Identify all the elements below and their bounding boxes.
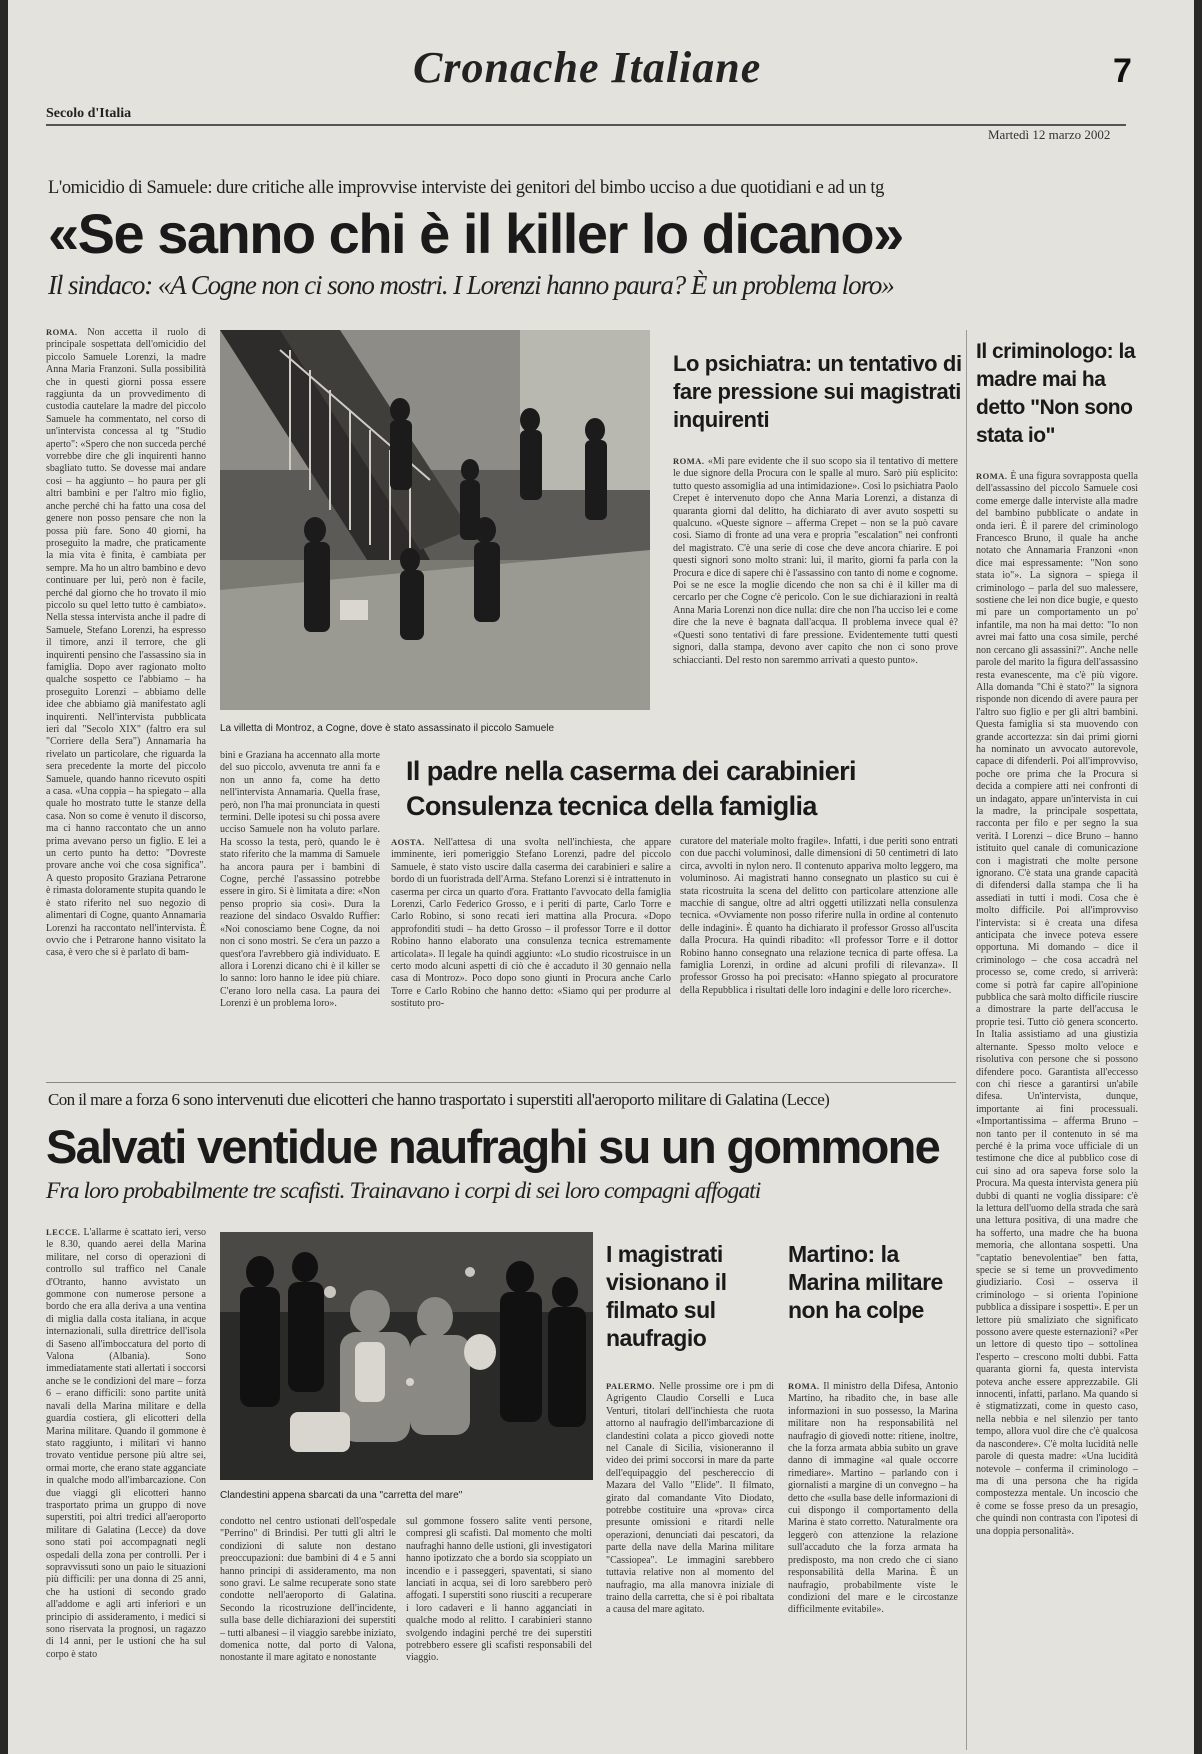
- story2-body-1: L'allarme è scattato ieri, verso le 8.30, quando aerei della Marina militare, nel corso di operazioni di controllo sul traffico nel Canale d'Otranto, hanno avvistato un gommone con numerose persone a bordo che era alla deriva a una ventina di miglia dalla costa italiana, in acque internazionali, sulla direttrice dell'isola di Saseno all'imboccatura del porto di Valona (Albania). Sono immediatamente stati allertati i soccorsi anche se le condizioni del mare – forza 6 – erano difficili: sono partite unità navali della Marina militare e della guardia costiera, gli elicotteri della Marina militare. Quando il gommone è stato raggiunto, i militari vi hanno trovato ventidue persone più altre sei, ormai morte, che erano state agganciate in qualche modo all'imbarcazione. Con due viaggi gli elicotteri hanno trasportato prima un gruppo di nove superstiti, poi altri tredici all'aeroporto militare di Galatina (Lecce) da dove sono stati poi accompagnati negli ospedali della zona per controlli. Per i sopravvissuti sono un paio le situazioni più difficili: per una donna di 25 anni, che ha ustioni di secondo grado all'addome e agli arti inferiori e un principio di assideramento, i medici si sono riservata la prognosi, un ragazzo di 14 anni, per le ustioni che ha sul corpo è stato: [46, 1227, 206, 1660]
- story1-dateline: ROMA.: [46, 327, 78, 337]
- magistrati-dateline: PALERMO.: [606, 1381, 655, 1391]
- magistrati-headline: I magistrati visionano il filmato sul naufragio: [606, 1241, 727, 1351]
- issue-date: Martedì 12 marzo 2002: [988, 127, 1111, 142]
- story2-body-2: condotto nel centro ustionati dell'ospedale "Perrino" di Brindisi. Per tutti gli altri le condizioni di salute non destano preoccupazioni: due bambini di 4 e 5 anni hanno principi di assideramento, ma non sono gravi. Le salme recuperate sono state condotte nell'aeroporto di Galatina. Secondo la ricostruzione dell'incidente, sulla base delle dichiarazioni dei superstiti – tutti albanesi – il viaggio sarebbe iniziato, domenica notte, dal porto di Valona, nonostante il mare agitato e nonostante: [220, 1516, 396, 1664]
- story1-column-1: [46, 326, 206, 1036]
- psichiatra-text: «Mi pare evidente che il suo scopo sia il tentativo di mettere le due signore della Procura con le spalle al muro. Sarò più esplicito: tutto questo assomiglia ad una intimidazione». Così lo psichiatra Paolo Crepet è intervenuto dopo che Anna Maria Lorenzi, a distanza di quaranta giorni dal delitto, ha dichiarato di aver avuto sospetti su qualcuno. «Queste signore – afferma Crepet – non se la può cavare così. Siamo di fronte ad una vera e propria "escalation" nei confronti del magistrato. C'è una serie di cose che deve ancora chiarire. E poi questi signori sono molto strani: lui, il marito, giorni fa parla con la Procura e dice di sapere chi è l'assassino con tanto di nome e cognome. Poi se ne esce la moglie dicendo che non sa chi è il killer ma di cercarlo per che Cogne c'è pericolo. Con le sue dichiarazioni in realtà Anna Maria Lorenzi non dice nulla: dire che non l'ha ucciso lei e come dire che la neve è bagnata dall'acqua. Il problema invece qual è? «Questi sono tentativi di fare pressione. Evidentemente tutti questi signori, dalla stampa, devono aver capito che non ci sono prove schiaccianti. Del resto non saremmo arrivati a questo punto».: [673, 456, 958, 666]
- story2-column-2: [220, 1516, 396, 1746]
- psichiatra-dateline: ROMA.: [673, 456, 705, 466]
- magistrati-body: [606, 1380, 774, 1746]
- section-header: [8, 0, 1194, 145]
- martino-headline: Martino: la Marina militare non ha colpe: [788, 1241, 943, 1323]
- story1-body-2: bini e Graziana ha accennato alla morte del suo piccolo, avvenuta tre anni fa e non un anno fa, come ha detto nell'intervista Annamaria. Quella frase, però, non l'ha mai pronunciata in questi termini. Delle ipotesi su chi possa avere ucciso Samuele non ha voluto parlare. Ha scosso la testa, però, quando le è stato riferito che la mamma di Samuele ha ancora paura per i bambini di Cogne, perché l'assassino potrebbe essere in giro. Si è limitata a dire: «Non penso proprio sia così». Dura la reazione del sindaco Osvaldo Ruffier: «Noi conosciamo bene Cogne, da noi non ci sono mostri. Se c'era un pazzo a quest'ora l'avrebbero già individuato. E allora i Lorenzi dicano chi è il killer se lo sanno: loro hanno le idee più chiare. C'erano loro nella casa. La paura dei Lorenzi è un problema loro».: [220, 750, 380, 1010]
- story2-subhead: Fra loro probabilmente tre scafisti. Trainavano i corpi di sei loro compagni affogati: [46, 1178, 761, 1204]
- padre-dateline: AOSTA.: [391, 837, 425, 847]
- section-title: Cronache Italiane: [413, 43, 762, 92]
- villa-scene-illustration: [220, 330, 650, 710]
- criminologo-text: È una figura sovrapposta quella dell'assassino del piccolo Samuele così come emerge dalle interviste alla madre del bambino pubblicate o andate in onda ieri. È il parere del criminologo Francesco Bruno, il quale ha anche notato che Annamaria Franzoni «non dice mai espressamente: "Non sono stata io"». La signora – spiega il criminologo – parla del suo malessere, sostiene che lei non dice bugie, e questo mi pare un comportamento un po' infantile, ma non ha mai detto: "Io non avrei mai fatto una cosa simile, perché non cercano gli assassini?". Anche nelle parole del marito la figura dell'assassino resta evanescente, ma c'è più vigore. Alla domanda "Chi è stato?" la signora risponde non dicendo di avere paura per l'altro suo figlio e per gli altri bambini. Questa famiglia si sta muovendo con grande accortezza: sin dai primi giorni ha nominato un avvocato autorevole, capace di difenderli. Poi all'improvviso, poche ore prima che la Procura si decida a compiere atti nei confronti di un indagato, appare un'intervista in cui la madre, la principale sospettata, racconta per filo e per segno la sua verità. I Lorenzi – dice Bruno – hanno istituito quel canale di comunicazione con i magistrati che molte persone ignorano. C'è stata una grande capacità di difendersi dalla stampa che li ha assediati in tutti i modi. Cosa che è molto difficile. Poi all'improvviso l'intervista: si è creata una difesa anticipata che invece poteva essere opportuna. Mi domando – dice il criminologo – che cosa accadrà nel processo se, come credo, si arriverà: come si potrà far capire all'opinione pubblica che sarà molto difficile riuscire a dimostrare la parte dell'accusa le proprie tesi. Tutto ciò genera sconcerto. In Italia assistiamo ad una giustizia alternante. Spesso molto veloce e risolutiva con persone che si possono difendere poco. Garantista all'eccesso con chi riesce a garantirsi un'abile difesa. Un'intervista, dunque, importante ai fini processuali. «Importantissima – afferma Bruno – non tanto per il contenuto in sé ma perché è la prima voce ufficiale di un testimone che dice al pubblico cose di cui sino ad ora sapeva forse solo la Procura. Ma questa intervista genera più dubbi di quanti ne voglia dissipare: c'è la lettura dell'uomo della strada che sarà una lettura positiva, di una madre che ha sofferto, una madre che ha buona memoria, che allontana sospetti. Una "captatio benevolentiae" ben fatta, specie se si teme un provvedimento giudiziario. Così – osserva il criminologo – si orienta l'opinione pubblica a dissipare i sospetti». E per un lettore più smaliziato che significato possono avere queste esternazioni? «Per un lettore di questo tipo – sottolinea l'esperto – crescono molti dubbi. Fatta quaranta giorni fa, questa intervista poteva anche essere apprezzabile. Gli innocenti, infatti, parlano. Ma quando si è stigmatizzati, come in questo caso, nella nebbia e nel silenzio per tanto tempo, allora vuol dire che c'è qualcosa da nascondere». C'è molta lucidità nelle parole di questa madre: «Una lucidità notevole – conferma il criminologo – ma di una persona che ha rigida compostezza mentale. Un incoscio che è come se fosse preso da un presagio, che quindi non contrasta con l'ipotesi di una doppia personalità».: [976, 471, 1138, 1537]
- story1-body-1: Non accetta il ruolo di principale sospettata dell'omicidio del piccolo Samuele Lorenzi, la madre Anna Maria Franzoni. Sulla possibilità che in questi giorni possa essere raggiunta da un provvedimento di custodia cautelare la madre del piccolo Samuele ha commentato, nel corso di un'intervista concessa al tg "Studio aperto": «Spero che non succeda perché vorrebbe dire che gli inquirenti hanno sbagliato tutto. Se dovesse mai andare così – ha aggiunto – ho paura per gli altri bambini e per l'altro mio figlio, anche perché chi ha fatto una cosa del genere non posso pensare che non la possa più fare. Sono 40 giorni, ha proseguito la madre, che praticamente la mia vita è finita, è cambiata per sempre. Ma ho un altro bambino e devo continuare per lui, però non è facile, perché dal giorno che ho trovato il mio piccolo su quel letto tutto è cambiato». Nella stessa intervista anche il padre di Samuele, Stefano Lorenzi, ha espresso il timore, anzi il terrore, che gli inquirenti pensino che l'assassino sia in famiglia. Dopo aver ragionato molto qualche sospetto ce l'abbiamo – ha proseguito Lorenzi – abbiamo delle idee che abbiamo già manifestato agli inquirenti. Nell'intervista pubblicata ieri dal "Secolo XIX" (faltro era sul "Corriere della Sera") Annamaria ha rivelato un particolare, che riguarda la sera precedente la morte del piccolo Samuele, quando hanno ricevuto ospiti a casa. «Una coppia – ha spiegato – alla quale ho mostrato tutte le stanze della casa. Non so come è venuto il discorso, ma ci hanno raccontato che un anno prima avevano perso un figlio. E lei a un certo punto ha detto: "Dovreste provare anche voi che cosa significa". A questo proposito Graziana Petrarone è rimasta doloramente stupita quando le è stato riferito nel suo negozio di alimentari di Cogne, quanto Annamaria Lorenzi ha raccontato nell'intervista. È ovvio che i Petrarone hanno visitato la casa, è vero che si è parlato di bam-: [46, 327, 206, 959]
- story2-top-rule: [46, 1082, 956, 1083]
- villa-photo: [220, 330, 650, 710]
- psichiatra-body: [673, 455, 958, 767]
- newspaper-page: [8, 0, 1194, 1754]
- padre-column-1: [391, 836, 671, 1036]
- page-number: 7: [1113, 52, 1132, 90]
- padre-headline-line1: Il padre nella caserma dei carabinieri: [406, 756, 856, 786]
- story2-column-3: [406, 1516, 592, 1746]
- story2-dateline: LECCE.: [46, 1227, 81, 1237]
- criminologo-headline: Il criminologo: la madre mai ha detto "Non sono stata io": [976, 340, 1136, 447]
- padre-body-1: Nell'attesa di una svolta nell'inchiesta, che appare imminente, ieri pomeriggio Stefano Lorenzi, padre del piccolo Samuele, è stato visto uscire dalla caserma dei carabinieri e salire a bordo di un fuoristrada dell'Arma. Stefano Lorenzi si è intrattenuto in caserma per circa un quarto d'ora. Frattanto l'avvocato della famiglia Lorenzi, Carlo Federico Grosso, e i periti di parte, Carlo Torre e Carlo Robino, si sono recati ieri mattina alla Procura. «Dopo approfonditi studi – ha detto Grosso – il professor Torre e il dottor Robino hanno elaborato una consulenza tecnica estremamente articolata». Il legale ha quindi aggiunto: «Lo studio ricostruisce in un certo modo alcuni aspetti di ciò che è accaduto il 30 gennaio nella casa di Montroz». Poco dopo sono giunti in Procura anche Carlo Torre e Carlo Robino che hanno detto: «Siamo qui per produrre al sostituto pro-: [391, 837, 671, 1010]
- story1-kicker: L'omicidio di Samuele: dure critiche alle improvvise interviste dei genitori del bimbo ucciso a due quotidiani e ad un tg: [48, 178, 885, 198]
- migrants-photo: [220, 1232, 593, 1480]
- migrants-scene-illustration: [220, 1232, 593, 1480]
- martino-dateline: ROMA.: [788, 1381, 820, 1391]
- padre-body-2: curatore del materiale molto fragile». Infatti, i due periti sono entrati con due pacchi voluminosi, dalle dimensioni di 50 centimetri di lato circa, avvolti in nylon nero. Il contenuto appariva molto leggero, ma voluminoso. Ai magistrati hanno consegnato un plastico su cui è stata ricostruita la scena del delitto con particolare attenzione alle macchie di sangue, oltre ad altri oggetti utilizzati nella consulenza tecnica. «Ovviamente non posso riferire nulla in ordine al contenuto delle indagini». È quanto ha dichiarato il professor Grosso all'uscita dalla Procura. Ha quindi ribadito: «Il professor Torre e il dottor Robino hanno consegnato una relazione tecnica di parte offesa. La famiglia Lorenzi, in ordine ad alcuni profili di rilevanza». Il professor Grosso ha poi precisato: «Hanno spiegato al procuratore della Repubblica i risultati delle loro indagini e delle loro ricerche».: [680, 836, 958, 996]
- story1-column-2: [220, 750, 380, 1038]
- story2-kicker: Con il mare a forza 6 sono intervenuti due elicotteri che hanno trasportato i superstiti all'aeroporto militare di Galatina (Lecce): [48, 1090, 830, 1109]
- magistrati-text: Nelle prossime ore i pm di Agrigento Claudio Corselli e Luca Venturi, titolari dell'inchiesta che ruota attorno al naufragio dell'imbarcazione di clandestini colata a picco giovedì notte nel Canale di Sicilia, visioneranno il video dei primi soccorsi in mare da parte dell'equipaggio del peschereccio di Mazara del Vallo "Elide". Il filmato, girato dal comandante Vito Diodato, potrebbe costituire una «prova» circa presunte omissioni e ritardi nelle operazioni, denunciati dai pescatori, da parte della nave della Marina militare "Cassiopea". Le immagini sarebbero tuttavia relative non al momento del naufragio, ma alla manovra iniziale di traino della carretta, che si è poi ribaltata a causa del mare agitato.: [606, 1381, 774, 1616]
- padre-column-2: [680, 836, 958, 1036]
- criminologo-body: [976, 470, 1138, 1740]
- martino-text: Il ministro della Difesa, Antonio Martino, ha ribadito che, in base alle informazioni in suo possesso, la Marina militare non ha responsabilità nel naufragio di giovedì notte: ritiene, inoltre, che la forza armata abbia subito un grave danno di immagine «al quale occorre rimediare». Martino – parlando con i giornalisti a margine di un convegno – ha detto che «sulla base delle informazioni di cui dispongo il comportamento della Marina è stato corretto. Naturalmente ora leggerò con attenzione la relazione sull'accaduto che la forza armata ha predisposto, ma non credo che ci siano responsabilità della Marina. È un naufragio, probabilmente viste le condizioni del mare e le circostanze difficilmente evitabile».: [788, 1381, 958, 1616]
- villa-photo-caption: La villetta di Montroz, a Cogne, dove è stato assassinato il piccolo Samuele: [220, 723, 555, 734]
- story2-column-1: [46, 1226, 206, 1746]
- story2-body-3: sul gommone fossero salite venti persone, compresi gli scafisti. Dal momento che molti naufraghi hanno delle ustioni, gli investigatori hanno ipotizzato che a bordo sia scoppiato un incendio e i passeggeri, spaventati, si siano lanciati in acqua, sei di loro sarebbero però affogati. I superstiti sono riusciti a recuperare i loro cadaveri e li hanno agganciati in qualche modo al relitto. I carabinieri stanno svolgendo indagini perché tre dei superstiti potrebbero essere gli scafisti responsabili del viaggio.: [406, 1516, 592, 1664]
- criminologo-dateline: ROMA.: [976, 471, 1008, 481]
- story2-headline: Salvati ventidue naufraghi su un gommone: [46, 1120, 940, 1173]
- header-rule: [46, 124, 1126, 126]
- criminologo-divider: [966, 330, 967, 1750]
- padre-headline-line2: Consulenza tecnica della famiglia: [406, 791, 817, 821]
- story1-subhead: Il sindaco: «A Cogne non ci sono mostri. I Lorenzi hanno paura? È un problema loro»: [48, 270, 894, 300]
- migrants-photo-caption: Clandestini appena sbarcati da una "carretta del mare": [220, 1490, 463, 1501]
- psichiatra-headline: Lo psichiatra: un tentativo di fare pressione sui magistrati inquirenti: [673, 351, 962, 432]
- masthead: Secolo d'Italia: [46, 106, 132, 121]
- martino-body: [788, 1380, 958, 1746]
- story1-headline: «Se sanno chi è il killer lo dicano»: [48, 202, 903, 265]
